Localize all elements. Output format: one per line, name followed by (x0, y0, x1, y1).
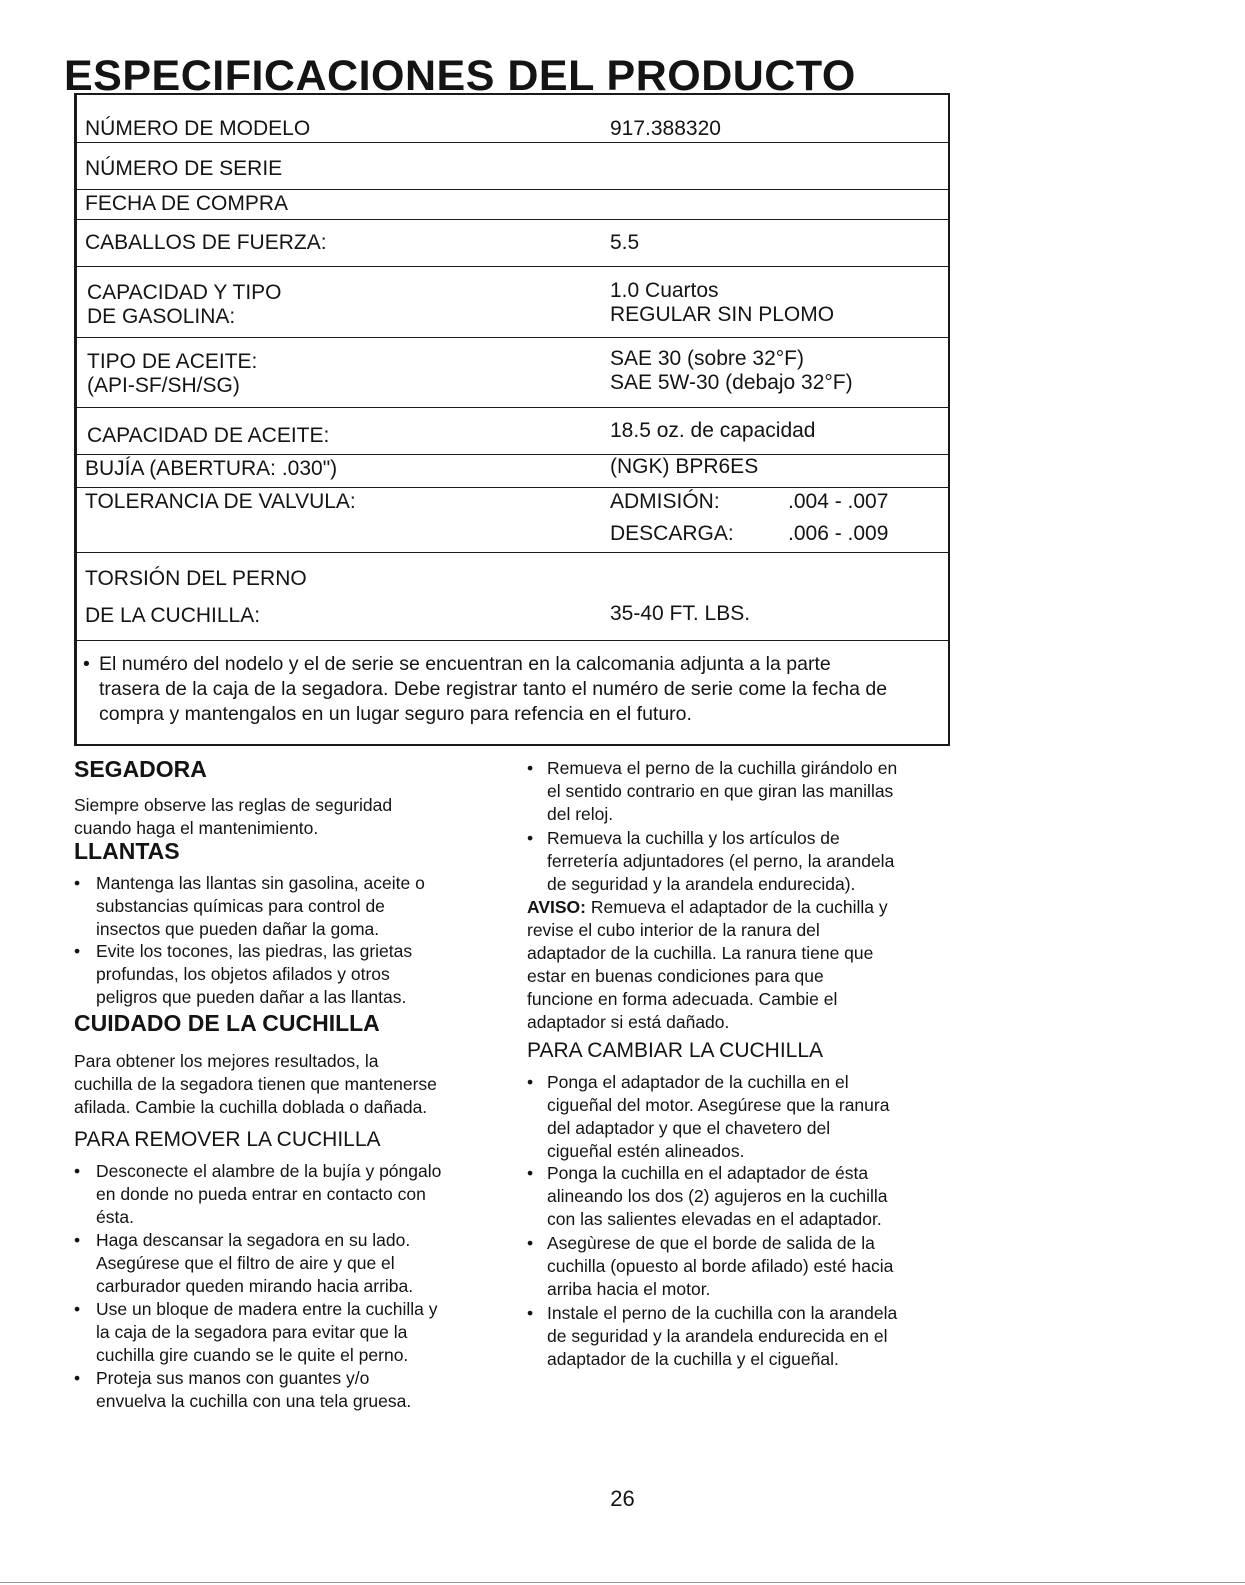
aviso-text: AVISO: Remueva el adaptador de la cuchilla y revise el cubo interior de la ranura del adaptador de la cuchilla. La ranura tiene que estar en buenas condiciones para que funcione en forma adecuada. Cambie el adaptador si está dañado. (527, 897, 888, 1032)
torque-label-1: TORSIÓN DEL PERNO (85, 567, 307, 590)
bullet-icon: • (74, 1161, 81, 1181)
note-line: El numéro del nodelo y el de serie se encuentran en la calcomania adjunta a la parte (99, 653, 831, 675)
spec-row-fuel (77, 266, 948, 338)
spec-row-hp (77, 219, 948, 267)
hp-value: 5.5 (610, 231, 640, 254)
spec-table (74, 93, 950, 746)
bullet-icon: • (527, 828, 534, 848)
spec-row-serial (77, 142, 948, 190)
page-title: ESPECIFICACIONES DEL PRODUCTO (64, 52, 856, 100)
purchase-label: FECHA DE COMPRA (85, 192, 289, 215)
valve-label: TOLERANCIA DE VALVULA: (85, 490, 356, 513)
spec-row-purchase (77, 189, 948, 220)
bullet-icon: • (74, 1299, 81, 1319)
plug-label: BUJÍA (ABERTURA: .030") (85, 457, 338, 480)
spec-row-oil-type (77, 337, 948, 408)
left-column: SEGADORA Siempre observe las reglas de seguridad cuando haga el mantenimiento. LLANTAS • Mantenga las llantas sin gasolina, aceite o substancias químicas para control de insectos que pueden dañar la goma. • Evite los tocones, las piedras, las grietas profundas, los objetos afilados y otros peligros que pueden dañar a las llantas. CUIDADO DE LA CUCHILLA Para obtener los mejores resultados, la cuchilla de la segadora tienen que mantenerse afilada. Cambie la cuchilla doblada o dañada. PARA REMOVER LA CUCHILLA • Desconecte el alambre de la bujía y póngalo en donde no pueda entrar en contacto con ésta. • Haga descansar la segadora en su lado. Asegúrese que el filtro de aire y que el carburador queden mirando hacia arriba. • Use un bloque de madera entre la cuchilla y la caja de la segadora para evitar que la cuchilla gire cuando se le quite el perno. • Proteja sus manos con guantes y/o envuelva la cuchilla con una tela gruesa. (74, 756, 442, 1411)
spec-row-spark-plug (77, 454, 948, 488)
fuel-value: 1.0 Cuartos REGULAR SIN PLOMO (610, 279, 835, 326)
bullet-icon: • (527, 1303, 534, 1323)
bullet-icon: • (527, 1072, 534, 1092)
segadora-text: Siempre observe las reglas de seguridad cuando haga el mantenimiento. (74, 795, 393, 838)
spec-row-model (77, 95, 948, 143)
cambiar-heading: PARA CAMBIAR LA CUCHILLA (527, 1039, 824, 1062)
torque-label-2: DE LA CUCHILLA: (85, 604, 261, 627)
segadora-heading: SEGADORA (74, 756, 207, 782)
bullet-icon: • (74, 1368, 81, 1388)
torque-value: 35-40 FT. LBS. (610, 602, 751, 625)
cuchilla-heading: CUIDADO DE LA CUCHILLA (74, 1010, 380, 1036)
oil-type-value: SAE 30 (sobre 32°F) SAE 5W-30 (debajo 32°F) (610, 347, 853, 394)
bullet-icon: • (527, 1233, 534, 1253)
spec-row-torque (77, 552, 948, 641)
bullet-icon: • (74, 873, 81, 893)
llantas-heading: LLANTAS (74, 838, 180, 864)
note-line: compra y mantengalos en un lugar seguro para refencia en el futuro. (99, 703, 692, 725)
serial-label: NÚMERO DE SERIE (85, 157, 283, 180)
note-line: trasera de la caja de la segadora. Debe registrar tanto el numéro de serie come la fecha de (99, 678, 888, 700)
oil-cap-label: CAPACIDAD DE ACEITE: (87, 424, 330, 447)
plug-value: (NGK) BPR6ES (610, 455, 759, 478)
model-value: 917.388320 (610, 117, 721, 140)
page-number: 26 (610, 1486, 635, 1511)
right-column: • Remueva el perno de la cuchilla girándolo en el sentido contrario en que giran las manillas del reloj. • Remueva la cuchilla y los artículos de ferretería adjuntadores (el perno, la arandela de seguridad y la arandela endurecida). AVISO: Remueva el adaptador de la cuchilla y revise el cubo interior de la ranura del adaptador de la cuchilla. La ranura tiene que estar en buenas condiciones para que funcione en forma adecuada. Cambie el adaptador si está dañado. PARA CAMBIAR LA CUCHILLA • Ponga el adaptador de la cuchilla en el cigueñal del motor. Asegúrese que la ranura del adaptador y que el chavetero del cigueñal estén alineados. • Ponga la cuchilla en el adaptador de ésta alineando los dos (2) agujeros en la cuchilla con las salientes elevadas en el adaptador. • Asegùrese de que el borde de salida de la cuchilla (opuesto al borde afilado) esté hacia arriba hacia el motor. • Instale el perno de la cuchilla con la arandela de seguridad y la arandela endurecida en el adaptador de la cuchilla y el cigueñal. (527, 758, 898, 1369)
note-bullet: • (83, 653, 90, 675)
model-label: NÚMERO DE MODELO (85, 117, 311, 140)
valve-exhaust: DESCARGA: .006 - .009 (610, 522, 889, 545)
hp-label: CABALLOS DE FUERZA: (85, 231, 327, 254)
bullet-icon: • (74, 1230, 81, 1250)
oil-type-label: TIPO DE ACEITE: (API-SF/SH/SG) (87, 350, 258, 397)
oil-cap-value: 18.5 oz. de capacidad (610, 419, 816, 442)
fuel-label: CAPACIDAD Y TIPO DE GASOLINA: (87, 281, 282, 328)
spec-row-oil-capacity (77, 407, 948, 455)
bullet-icon: • (527, 758, 534, 778)
cuchilla-text: Para obtener los mejores resultados, la cuchilla de la segadora tienen que mantenerse afilada. Cambie la cuchilla doblada o dañada. (74, 1051, 437, 1117)
valve-intake: ADMISIÓN: .004 - .007 (610, 490, 889, 513)
spec-row-valve (77, 487, 948, 553)
remover-heading: PARA REMOVER LA CUCHILLA (74, 1128, 381, 1151)
bullet-icon: • (74, 941, 81, 961)
bottom-divider (0, 1582, 1245, 1583)
bullet-icon: • (527, 1163, 534, 1183)
aviso-label: AVISO: (527, 897, 586, 917)
